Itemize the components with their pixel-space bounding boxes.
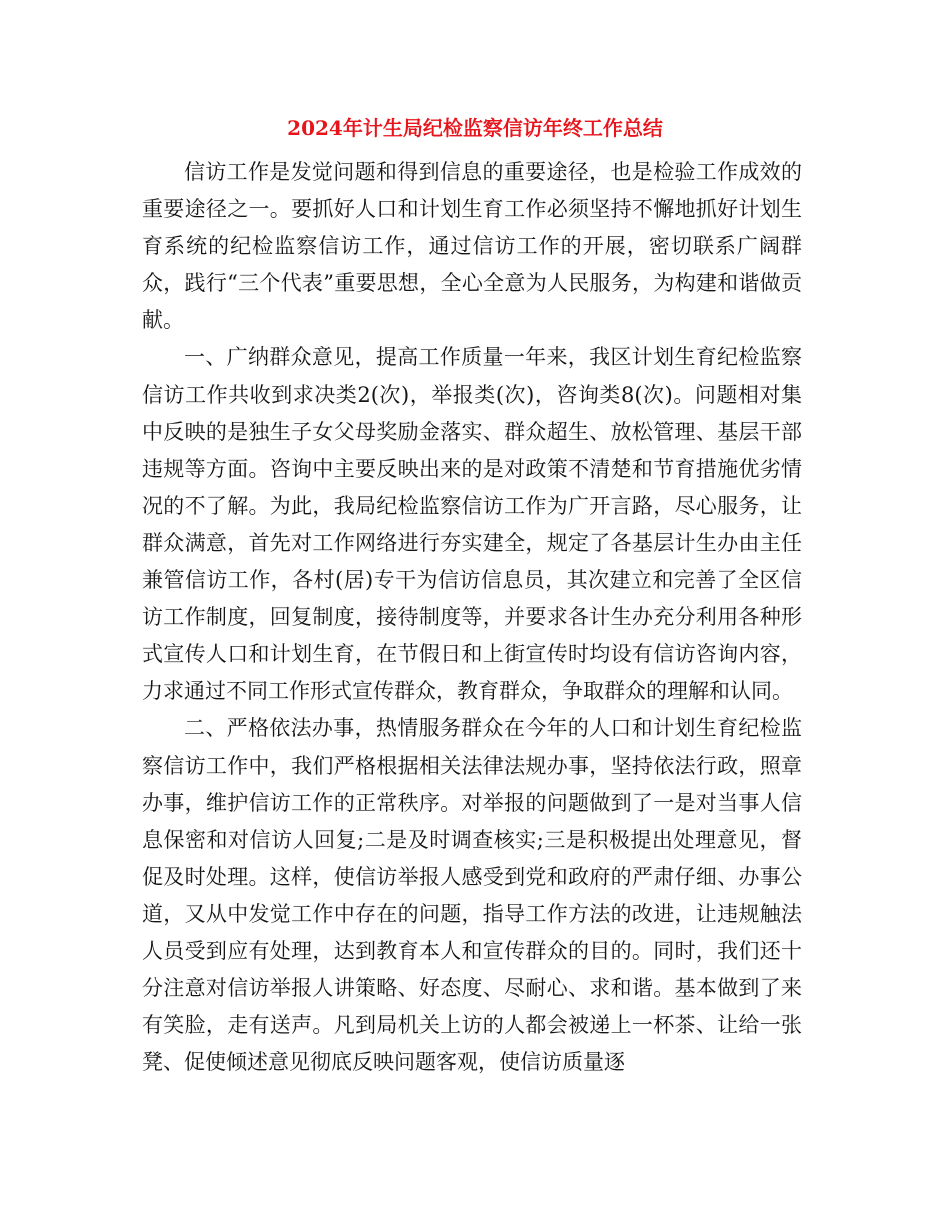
paragraph-section-1: 一、广纳群众意见，提高工作质量一年来，我区计划生育纪检监察信访工作共收到求决类2(次)，举报类(次)，咨询类8(次)。问题相对集中反映的是独生子女父母奖励金落实、群众超生、放松管理、基层干部违规等方面。咨询中主要反映出来的是对政策不清楚和节育措施优劣情况的不了解。为此，我局纪检监察信访工作为广开言路，尽心服务，让群众满意，首先对工作网络进行夯实建全，规定了各基层计生办由主任兼管信访工作，各村(居)专干为信访信息员，其次建立和完善了全区信访工作制度，回复制度，接待制度等，并要求各计生办充分利用各种形式宣传人口和计划生育，在节假日和上街宣传时均设有信访咨询内容，力求通过不同工作形式宣传群众，教育群众，争取群众的理解和认同。 — [142, 345, 802, 704]
paragraph-section-2: 二、严格依法办事，热情服务群众在今年的人口和计划生育纪检监察信访工作中，我们严格根据相关法律法规办事，坚持依法行政，照章办事，维护信访工作的正常秩序。对举报的问题做到了一是对当事人信息保密和对信访人回复;二是及时调查核实;三是积极提出处理意见，督促及时处理。这样，使信访举报人感受到党和政府的严肃仔细、办事公道，又从中发觉工作中存在的问题，指导工作方法的改进，让违规触法人员受到应有处理，达到教育本人和宣传群众的目的。同时，我们还十分注意对信访举报人讲策略、好态度、尽耐心、求和谐。基本做到了来有笑脸，走有送声。凡到局机关上访的人都会被递上一杯茶、让给一张凳、促使倾述意见彻底反映问题客观，使信访质量逐 — [142, 716, 802, 1075]
document-title: 2024年计生局纪检监察信访年终工作总结 — [287, 116, 663, 140]
paragraph-intro: 信访工作是发觉问题和得到信息的重要途径，也是检验工作成效的重要途径之一。要抓好人口和计划生育工作必须坚持不懈地抓好计划生育系统的纪检监察信访工作，通过信访工作的开展，密切联系广阔群众，践行“三个代表”重要思想，全心全意为人民服务，为构建和谐做贡献。 — [142, 160, 802, 333]
document-body — [142, 154, 802, 1081]
